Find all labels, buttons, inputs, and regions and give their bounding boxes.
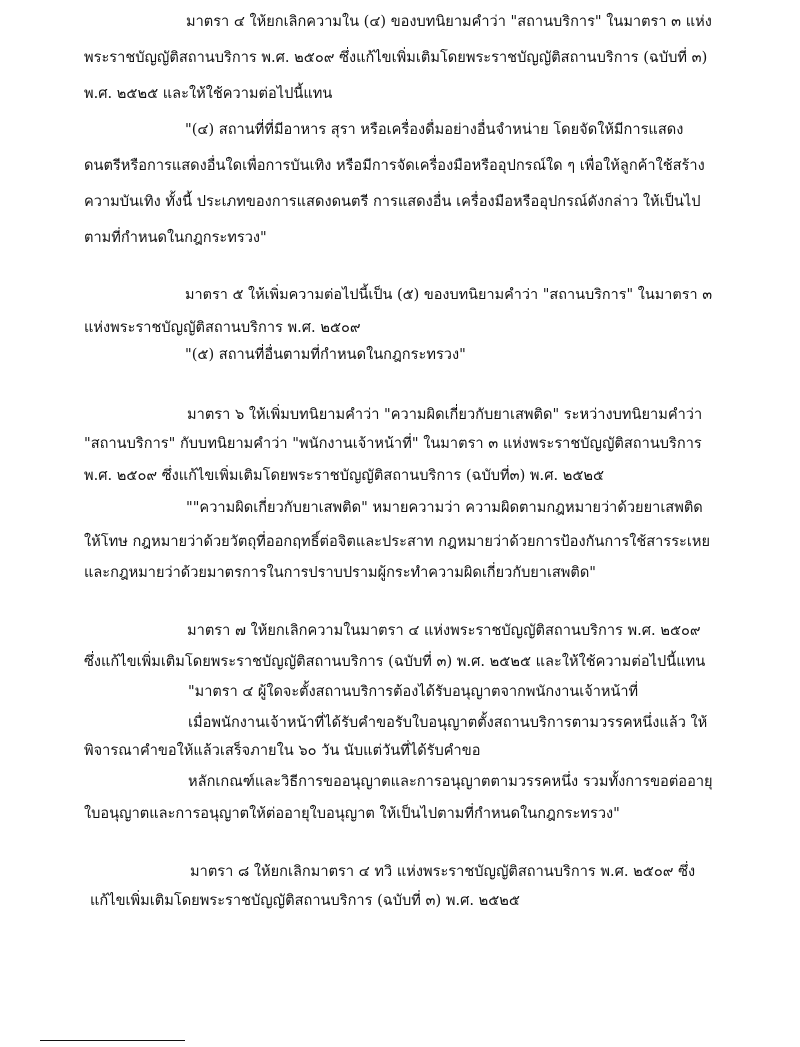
section-6-heading-line: มาตรา ๖ ให้เพิ่มบทนิยามคำว่า "ความผิดเกี่ยวกับยาเสพติด" ระหว่างบทนิยามคำว่า bbox=[187, 406, 703, 423]
section-7-line: ซึ่งแก้ไขเพิ่มเติมโดยพระราชบัญญัติสถานบริการ (ฉบับที่ ๓) พ.ศ. ๒๕๒๕ และให้ใช้ความต่อไปนี้แทน bbox=[84, 653, 706, 670]
section-6-quote-line: ให้โทษ กฎหมายว่าด้วยวัตถุที่ออกฤทธิ์ต่อจิตและประสาท กฎหมายว่าด้วยการป้องกันการใช้สารระเหย bbox=[84, 533, 711, 550]
footnote-divider bbox=[40, 1040, 185, 1041]
section-7-quote-line: ใบอนุญาตและการอนุญาตให้ต่ออายุใบอนุญาต ให้เป็นไปตามที่กำหนดในกฎกระทรวง" bbox=[84, 805, 620, 822]
section-8-heading-line: มาตรา ๘ ให้ยกเลิกมาตรา ๔ ทวิ แห่งพระราชบัญญัติสถานบริการ พ.ศ. ๒๕๐๙ ซึ่ง bbox=[190, 863, 696, 880]
section-4-quote-line: "(๔) สถานที่ที่มีอาหาร สุรา หรือเครื่องดื่มอย่างอื่นจำหน่าย โดยจัดให้มีการแสดง bbox=[185, 121, 684, 138]
section-8-line: แก้ไขเพิ่มเติมโดยพระราชบัญญัติสถานบริการ (ฉบับที่ ๓) พ.ศ. ๒๕๒๕ bbox=[90, 892, 520, 909]
section-4-line: พ.ศ. ๒๕๒๕ และให้ใช้ความต่อไปนี้แทน bbox=[84, 85, 333, 102]
section-6-quote-line: และกฎหมายว่าด้วยมาตรการในการปราบปรามผู้กระทำความผิดเกี่ยวกับยาเสพติด" bbox=[84, 565, 596, 581]
section-4-quote-line: ตามที่กำหนดในกฎกระทรวง" bbox=[84, 229, 267, 246]
section-7-quote-line: พิจารณาคำขอให้แล้วเสร็จภายใน ๖๐ วัน นับแต่วันที่ได้รับคำขอ bbox=[84, 742, 481, 759]
section-7-quote-line: หลักเกณฑ์และวิธีการขออนุญาตและการอนุญาตตามวรรคหนึ่ง รวมทั้งการขอต่ออายุ bbox=[188, 773, 713, 790]
section-7-quote-line: เมื่อพนักงานเจ้าหน้าที่ได้รับคำขอรับใบอนุญาตตั้งสถานบริการตามวรรคหนึ่งแล้ว ให้ bbox=[188, 714, 708, 731]
section-6-line: "สถานบริการ" กับบทนิยามคำว่า "พนักงานเจ้าหน้าที่" ในมาตรา ๓ แห่งพระราชบัญญัติสถานบริการ bbox=[84, 435, 702, 452]
section-6-quote-line: ""ความผิดเกี่ยวกับยาเสพติด" หมายความว่า ความผิดตามกฎหมายว่าด้วยยาเสพติด bbox=[186, 499, 703, 516]
section-6-line: พ.ศ. ๒๕๐๙ ซึ่งแก้ไขเพิ่มเติมโดยพระราชบัญญัติสถานบริการ (ฉบับที่๓) พ.ศ. ๒๕๒๕ bbox=[84, 467, 605, 484]
section-4-quote-line: ดนตรีหรือการแสดงอื่นใดเพื่อการบันเทิง หรือมีการจัดเครื่องมือหรืออุปกรณ์ใด ๆ เพื่อให้ลูกค้าใช้สร้าง bbox=[84, 157, 705, 174]
section-4-quote-line: ความบันเทิง ทั้งนี้ ประเภทของการแสดงดนตรี การแสดงอื่น เครื่องมือหรืออุปกรณ์ดังกล่าว ให้เป็นไป bbox=[84, 193, 701, 210]
section-5-line: แห่งพระราชบัญญัติสถานบริการ พ.ศ. ๒๕๐๙ bbox=[84, 319, 361, 336]
section-5-heading-line: มาตรา ๕ ให้เพิ่มความต่อไปนี้เป็น (๕) ของบทนิยามคำว่า "สถานบริการ" ในมาตรา ๓ bbox=[185, 287, 713, 303]
section-7-heading-line: มาตรา ๗ ให้ยกเลิกความในมาตรา ๔ แห่งพระราชบัญญัติสถานบริการ พ.ศ. ๒๕๐๙ bbox=[187, 622, 701, 639]
section-4-line: พระราชบัญญัติสถานบริการ พ.ศ. ๒๕๐๙ ซึ่งแก้ไขเพิ่มเติมโดยพระราชบัญญัติสถานบริการ (ฉบับที่ ๓) bbox=[84, 49, 708, 66]
section-7-quote-line: "มาตรา ๔ ผู้ใดจะตั้งสถานบริการต้องได้รับอนุญาตจากพนักงานเจ้าหน้าที่ bbox=[188, 684, 639, 700]
section-5-quote-line: "(๕) สถานที่อื่นตามที่กำหนดในกฎกระทรวง" bbox=[185, 346, 466, 363]
section-4-heading-line: มาตรา ๔ ให้ยกเลิกความใน (๔) ของบทนิยามคำว่า "สถานบริการ" ในมาตรา ๓ แห่ง bbox=[186, 13, 712, 30]
